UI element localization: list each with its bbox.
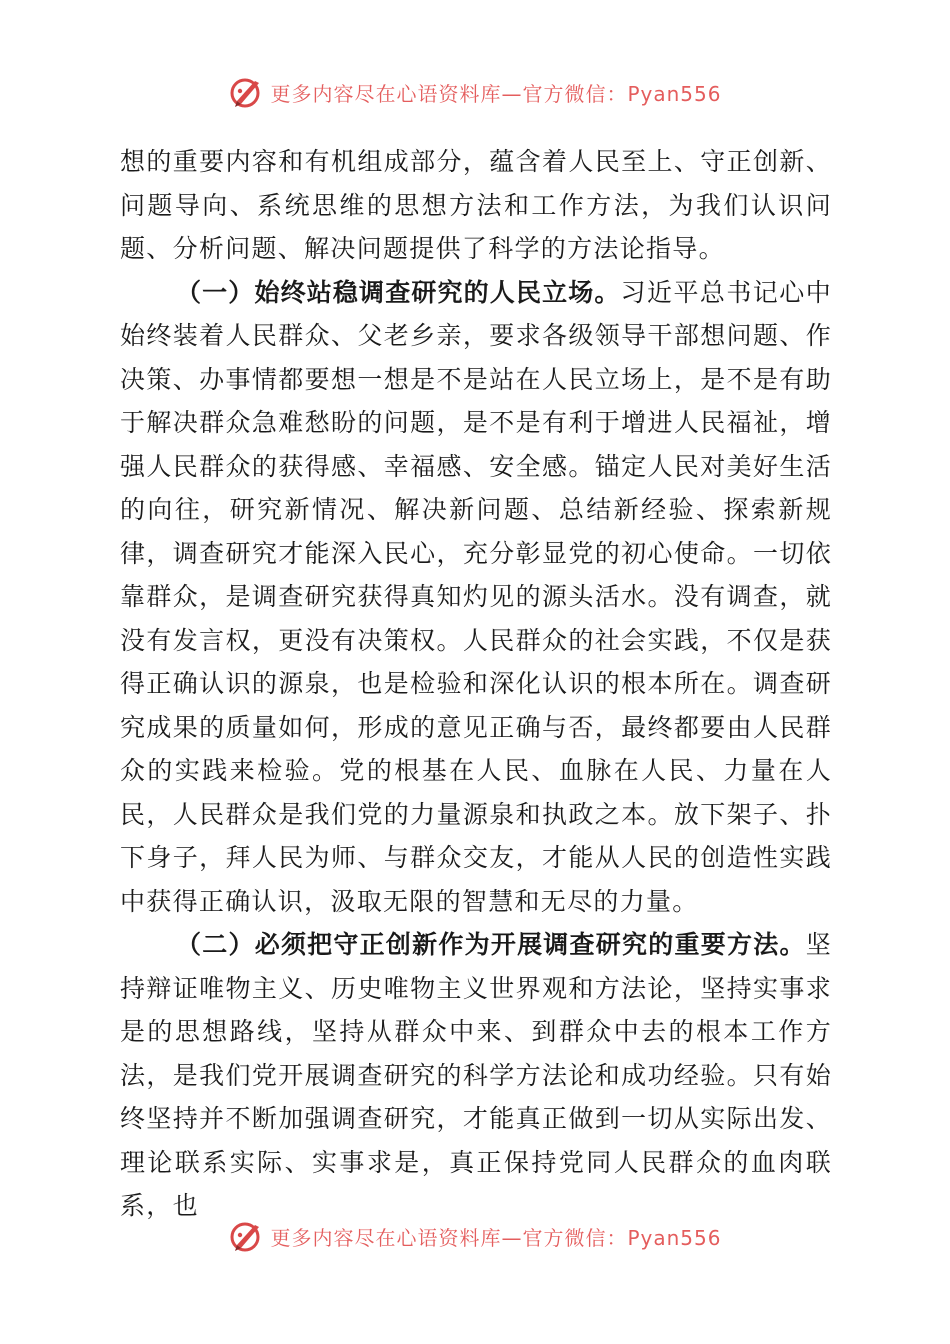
paragraph-section-1: [120, 271, 832, 924]
pen-logo-icon: [228, 1218, 264, 1254]
header-banner-text: 更多内容尽在心语资料库—官方微信：Pyan556: [270, 81, 722, 106]
header-banner: [0, 70, 950, 114]
paragraph-section-2: [120, 923, 832, 1228]
paragraph-text: 习近平总书记心中始终装着人民群众、父老乡亲，要求各级领导干部想问题、作决策、办事情都要想一想是不是站在人民立场上，是不是有助于解决群众急难愁盼的问题，是不是有利于增进人民福祉，增强人民群众的获得感、幸福感、安全感。锚定人民对美好生活的向往，研究新情况、解决新问题、总结新经验、探索新规律，调查研究才能深入民心，充分彰显党的初心使命。一切依靠群众，是调查研究获得真知灼见的源头活水。没有调查，就没有发言权，更没有决策权。人民群众的社会实践，不仅是获得正确认识的源泉，也是检验和深化认识的根本所在。调查研究成果的质量如何，形成的意见正确与否，最终都要由人民群众的实践来检验。党的根基在人民、血脉在人民、力量在人民，人民群众是我们党的力量源泉和执政之本。放下架子、扑下身子，拜人民为师、与群众交友，才能从人民的创造性实践中获得正确认识，汲取无限的智慧和无尽的力量。: [120, 277, 832, 916]
paragraph-continuation: [120, 140, 832, 271]
section-heading: （二）必须把守正创新作为开展调查研究的重要方法。: [176, 930, 806, 959]
document-body: [120, 140, 832, 1228]
footer-banner-text: 更多内容尽在心语资料库—官方微信：Pyan556: [270, 1225, 722, 1250]
pen-logo-icon: [228, 74, 264, 110]
section-heading: （一）始终站稳调查研究的人民立场。: [176, 277, 621, 307]
paragraph-text: 想的重要内容和有机组成部分，蕴含着人民至上、守正创新、问题导向、系统思维的思想方法和工作方法，为我们认识问题、分析问题、解决问题提供了科学的方法论指导。: [120, 147, 832, 263]
footer-banner: [0, 1214, 950, 1258]
paragraph-text: 坚持辩证唯物主义、历史唯物主义世界观和方法论，坚持实事求是的思想路线，坚持从群众中来、到群众中去的根本工作方法，是我们党开展调查研究的科学方法论和成功经验。只有始终坚持并不断加强调查研究，才能真正做到一切从实际出发、理论联系实际、实事求是，真正保持党同人民群众的血肉联系，也: [120, 930, 832, 1220]
